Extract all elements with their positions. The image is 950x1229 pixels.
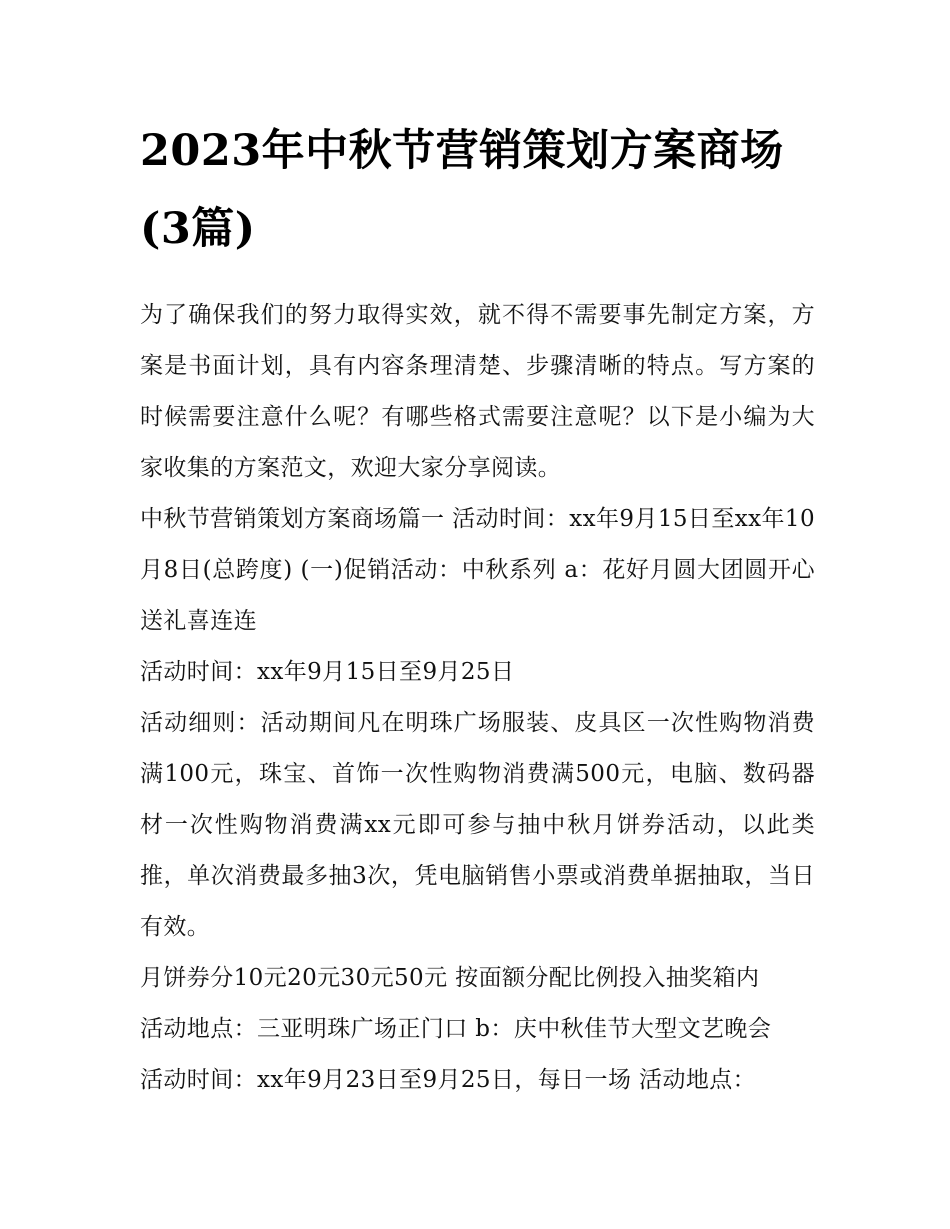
paragraph-voucher-denominations: 月饼券分10元20元30元50元 按面额分配比例投入抽奖箱内 [140,965,760,991]
paragraph-activity-rules: 活动细则：活动期间凡在明珠广场服装、皮具区一次性购物消费满100元，珠宝、首饰一次性购物消费满500元，电脑、数码器材一次性购物消费满xx元即可参与抽中秋月饼券活动，以此类推，单次消费最多抽3次，凭电脑销售小票或消费单据抽取，当日有效。 [140,710,815,940]
paragraph-activity-time-b: 活动时间：xx年9月23日至9月25日，每日一场 活动地点： [140,1067,757,1093]
paragraph-activity-time-a: 活动时间：xx年9月15日至9月25日 [140,659,515,685]
paragraph-activity-time-overall: 中秋节营销策划方案商场篇一 活动时间：xx年9月15日至xx年10月8日(总跨度) (一)促销活动：中秋系列 a：花好月圆大团圆开心送礼喜连连 [140,506,815,634]
paragraph-intro: 为了确保我们的努力取得实效，就不得不需要事先制定方案，方案是书面计划，具有内容条理清楚、步骤清晰的特点。写方案的时候需要注意什么呢？有哪些格式需要注意呢？以下是小编为大家收集的方案范文，欢迎大家分享阅读。 [140,302,815,481]
document-page [140,112,815,1106]
document-body [140,290,815,1106]
document-title: 2023年中秋节营销策划方案商场(3篇) [140,126,784,254]
paragraph-activity-location: 活动地点：三亚明珠广场正门口 b：庆中秋佳节大型文艺晚会 [140,1016,772,1042]
